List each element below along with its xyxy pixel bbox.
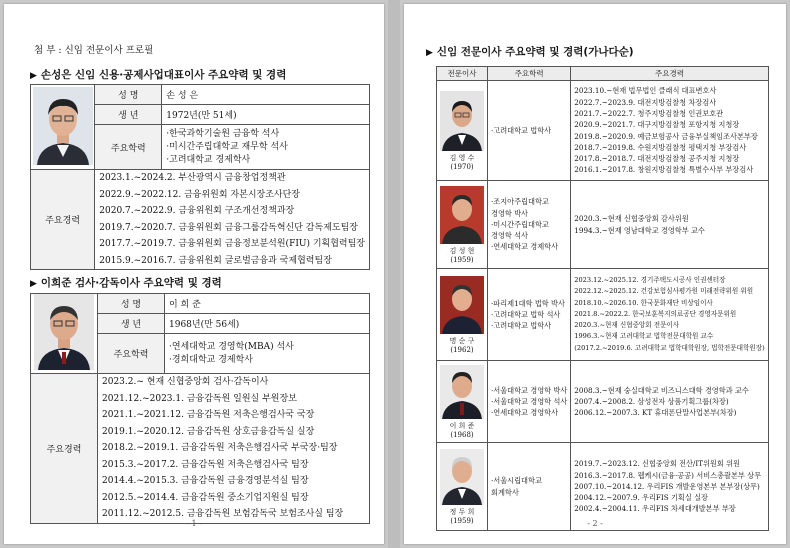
education-list	[488, 443, 571, 531]
director-name: 명 순 구	[449, 336, 475, 345]
person-portrait-icon	[33, 87, 93, 165]
education-list	[488, 269, 571, 361]
career-item: 2017.8.~2018.7. 대전지방검찰청 공주지청 지청장	[574, 154, 740, 164]
career-list	[571, 443, 768, 531]
attachment-label: 첨 부 : 신임 전문이사 프로필	[34, 45, 154, 56]
career-item: 2019.8.~2020.9. 예금보험공사 금융부실책임조사본부장	[574, 131, 758, 141]
career-item: 2008.3.~현재 숭실대학교 비즈니스대학 경영학과 교수	[574, 385, 749, 395]
name-value: 이 희 준	[165, 294, 370, 314]
table-row	[437, 443, 769, 531]
career-list	[571, 81, 768, 181]
name-value: 손 성 은	[162, 85, 370, 105]
education-label: 주요학력	[98, 334, 165, 374]
education-item: ·서울시립대학교	[491, 476, 542, 486]
career-item: 2023.2.~ 현재 신협중앙회 검사·감독이사	[102, 377, 269, 387]
education-list	[165, 334, 370, 374]
name-label: 성 명	[95, 85, 162, 105]
header-education: 주요학력	[488, 67, 571, 81]
person-portrait-icon	[440, 186, 484, 244]
director-birth-year: (1959)	[450, 255, 474, 264]
education-item: ·고려대학교 경제학사	[166, 154, 251, 165]
career-item: 2018.2.~2019.1. 금융감독원 저축은행검사국 부국장·팀장	[102, 443, 338, 453]
education-item: ·고려대학교 법학사	[491, 125, 552, 135]
director-name: 정 두 희	[449, 507, 475, 516]
person-portrait-icon	[440, 449, 484, 505]
career-item: 2020.9.~2021.7. 대구지방검찰청 포항지청 지청장	[574, 120, 740, 130]
director-cell	[437, 181, 488, 269]
table-row	[437, 81, 769, 181]
director-birth-year: (1959)	[450, 516, 474, 525]
career-item: 2015.9.~2016.7. 금융위원회 글로벌금융과 국제협력팀장	[99, 255, 332, 266]
director-name: 이 희 준	[449, 421, 475, 430]
education-item: ·미시간주립대학교 재무학 석사	[166, 141, 288, 152]
header-director: 전문이사	[437, 67, 488, 81]
career-item: 2023.12.~2025.12. 경기주택도시공사 인권센터장	[574, 275, 726, 284]
career-list	[95, 170, 370, 270]
career-item: 2021.1.~2021.12. 금융감독원 저축은행검사국 국장	[102, 410, 315, 420]
career-item: 2021.12.~2023.1. 금융감독원 일원실 부원장보	[102, 393, 297, 404]
birth-value: 1972년(만 51세)	[162, 105, 370, 125]
career-item: 2020.3.~현재 신협중앙회 전문이사	[574, 321, 680, 330]
career-item: 2019.7.~2023.12. 신협중앙회 전산/IT위원회 위원	[574, 459, 740, 469]
education-item: 경영학 박사	[491, 208, 529, 218]
director-name: 김 성 현	[449, 246, 475, 255]
profile-table-1	[30, 84, 370, 270]
career-item: 2004.12.~2007.9. 우리FIS 기획실 실장	[574, 493, 708, 503]
education-item: ·조지아주립대학교	[491, 197, 549, 207]
career-item: 2018.7.~2019.8. 수원지방검찰청 평택지청 부장검사	[574, 142, 747, 152]
section-title-2	[30, 275, 222, 290]
director-cell	[437, 269, 488, 361]
person-portrait-icon	[440, 365, 484, 419]
directors-table	[436, 66, 769, 531]
career-item: 2018.10.~2026.10. 한국문화재단 비상임이사	[574, 298, 713, 307]
person-portrait-icon	[440, 91, 484, 151]
education-item: ·한국과학기술원 금융학 석사	[166, 128, 280, 139]
director-cell	[437, 361, 488, 443]
career-item: 2019.7.~2020.7. 금융위원회 금융그룹감독혁신단 감독제도팀장	[99, 222, 358, 233]
triangle-bullet-icon: ▶	[30, 71, 37, 81]
career-item: 2022.9.~2022.12. 금융위원회 자본시장조사단장	[99, 189, 300, 200]
education-list	[488, 181, 571, 269]
director-cell	[437, 443, 488, 531]
career-item: 2002.4.~2004.11. 우리FIS 차세대개발본부 부장	[574, 504, 736, 514]
career-item: 2021.7.~2022.7. 청주지방검찰청 인권보호관	[574, 108, 724, 118]
birth-label: 생 년	[98, 314, 165, 334]
career-item: 2019.1.~2020.12. 금융감독원 상호금융감독실 실장	[102, 426, 315, 437]
triangle-bullet-icon: ▶	[426, 48, 433, 58]
name-label: 성 명	[98, 294, 165, 314]
career-item: 2023.10.~현재 법무법인 클래식 대표변호사	[574, 86, 717, 96]
career-item: 1994.3.~현재 영남대학교 경영학부 교수	[574, 225, 705, 235]
career-item: 2020.3.~현재 신협중앙회 감사위원	[574, 214, 689, 224]
career-label: 주요경력	[31, 170, 95, 270]
career-list	[571, 181, 768, 269]
career-item: 2016.1.~2017.8. 창원지방검찰청 특별수사부 부장검사	[574, 165, 754, 175]
education-item: ·고려대학교 법학사	[491, 321, 552, 331]
career-item: 2022.12.~2025.12. 건강보험심사평가원 미래전략위원 위원	[574, 287, 754, 296]
career-item: 2007.4.~2008.2. 삼성전자 상품기획그룹(차장)	[574, 396, 729, 406]
table-row	[437, 181, 769, 269]
education-item: ·미시간주립대학교	[491, 219, 549, 229]
education-item: ·서울대학교 경영학 박사	[491, 385, 568, 395]
birth-value: 1968년(만 56세)	[165, 314, 370, 334]
career-item: 2017.7.~2019.7. 금융위원회 금융정보분석원(FIU) 기획협력팀장	[99, 239, 365, 249]
education-label: 주요학력	[95, 125, 162, 170]
director-name: 김 영 수	[449, 153, 475, 162]
education-item: ·연세대학교 경제학사	[491, 242, 559, 252]
education-item: ·경희대학교 경제학사	[169, 354, 253, 365]
career-item: 1996.3.~현재 고려대학교 법학전문대학원 교수	[574, 332, 714, 341]
director-birth-year: (1968)	[450, 430, 474, 439]
section-title-1-text: 손성은 신임 신용·공제사업대표이사 주요약력 및 경력	[40, 69, 287, 81]
career-item: 2014.4.~2015.3. 금융감독원 금융경영분석실 팀장	[102, 476, 309, 486]
education-item: ·연세대학교 경영학사	[491, 408, 559, 418]
career-item: 2012.5.~2014.4. 금융감독원 중소기업지원실 팀장	[102, 492, 309, 503]
document-page-1	[4, 4, 384, 544]
table-row	[437, 269, 769, 361]
education-list	[488, 81, 571, 181]
career-list	[98, 374, 370, 524]
career-label: 주요경력	[31, 374, 98, 524]
document-page-2	[404, 4, 786, 544]
director-birth-year: (1962)	[450, 345, 474, 354]
section-title-2-text: 이희준 검사·감독이사 주요약력 및 경력	[40, 277, 222, 289]
career-item: 2022.7.~2023.9. 대전지방검찰청 차장검사	[574, 97, 717, 107]
page-gap	[388, 0, 400, 548]
education-item: ·파리제1대학 법학 박사	[491, 298, 565, 308]
section-title-3	[426, 44, 634, 59]
table-row	[437, 361, 769, 443]
director-birth-year: (1970)	[450, 162, 474, 171]
career-list	[571, 269, 768, 361]
career-item: 2011.12.~2012.5. 금융감독원 보험감독국 보험조사실 팀장	[102, 509, 344, 519]
header-career: 주요경력	[571, 67, 768, 81]
career-list	[571, 361, 768, 443]
page-number: - 1 -	[186, 519, 202, 528]
education-item: ·고려대학교 법학 석사	[491, 309, 561, 319]
education-item: ·서울대학교 경영학 석사	[491, 396, 568, 406]
career-item: 2007.10.~2014.12. 우리FIS 개발운영본부 본부장(상무)	[574, 481, 760, 491]
education-item: 경영학 석사	[491, 231, 529, 241]
education-list	[488, 361, 571, 443]
portrait-photo-1	[31, 85, 95, 170]
career-item: 2016.3.~2017.8. 웹케시(금융·공공) 서비스총괄본부 상무	[574, 470, 762, 480]
triangle-bullet-icon: ▶	[30, 279, 37, 289]
director-cell	[437, 81, 488, 181]
career-item: 2020.7.~2022.9. 금융위원회 구조개선정책과장	[99, 206, 295, 216]
career-item: (2017.2.~2019.6. 고려대학교 법학대학원장, 법학전문대학원장)	[574, 343, 765, 352]
profile-table-2	[30, 293, 370, 524]
person-portrait-icon	[440, 276, 484, 334]
education-item: ·연세대학교 경영학(MBA) 석사	[169, 341, 294, 352]
education-list	[162, 125, 370, 170]
page-number: - 2 -	[587, 519, 603, 528]
portrait-photo-2	[31, 294, 98, 374]
career-item: 2015.3.~2017.2. 금융감독원 저축은행검사국 팀장	[102, 459, 309, 470]
career-item: 2021.8.~2022.2. 한국보훈복지의료공단 경영자문위원	[574, 309, 737, 318]
career-item: 2006.12.~2007.3. KT 휴대폰단말사업본부(차장)	[574, 408, 737, 418]
section-title-1	[30, 67, 286, 82]
person-portrait-icon	[34, 294, 94, 370]
education-item: 회계학사	[491, 487, 519, 497]
birth-label: 생 년	[95, 105, 162, 125]
career-item: 2023.1.~2024.2. 부산광역시 금융창업정책관	[99, 173, 286, 183]
section-title-3-text: 신임 전문이사 주요약력 및 경력(가나다순)	[436, 46, 634, 58]
